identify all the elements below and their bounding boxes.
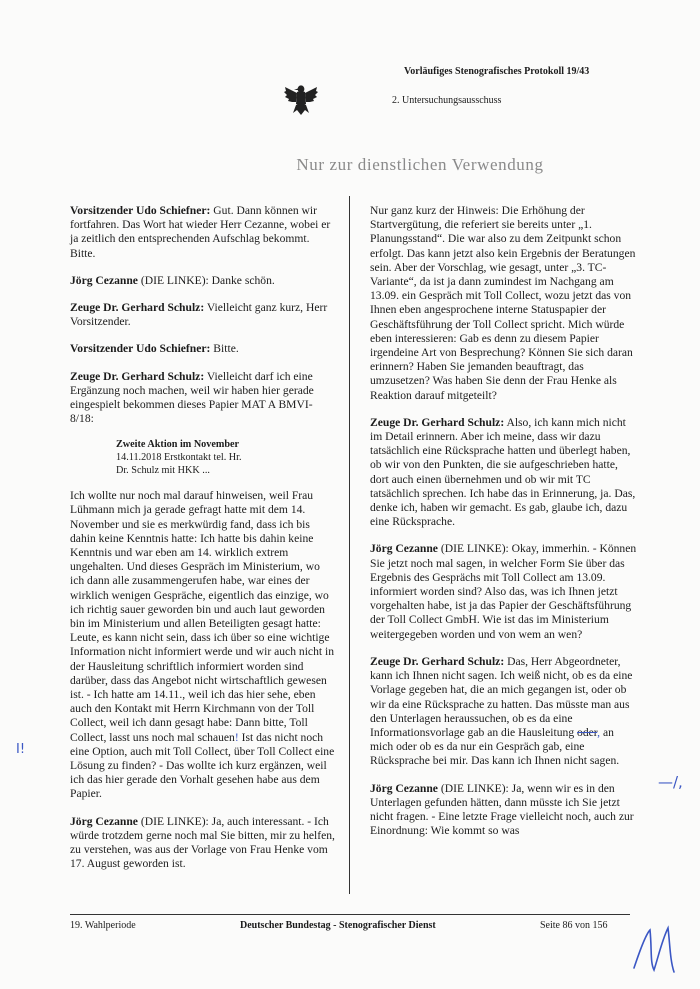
speaker-name: Vorsitzender Udo Schiefner: xyxy=(70,204,211,217)
federal-eagle-icon xyxy=(283,80,319,118)
statement-text: Ist das nicht noch eine Option, auch mit Toll Collect, über Toll Collect eine Lösung zu finden? - Das wollte ich kurz ergänzen, weil ich das hier gerade den Vorhalt gesehen habe aus dem Papier. xyxy=(70,730,335,801)
speaker-party: (DIE LINKE): xyxy=(137,273,209,287)
paragraph xyxy=(70,342,335,356)
statement-text: Vielleicht ganz kurz, Herr Vorsitzender. xyxy=(70,301,328,329)
handwritten-signature-icon xyxy=(628,920,688,978)
paragraph xyxy=(70,815,335,872)
statement-text: Bitte. xyxy=(210,342,239,356)
speaker-party: (DIE LINKE): xyxy=(437,781,509,795)
statement-text: Ja, wenn wir es in den Unterlagen gefunden hätten, dann müsste ich Sie jetzt nicht fragen. - Eine letzte Frage vielleicht noch, auch zur Einordnung: Wie kommt so was xyxy=(370,781,634,838)
statement-text: Okay, immerhin. - Können Sie jetzt noch mal sagen, in welcher Form Sie über das Ergebnis des Gesprächs mit Toll Collect am 13.09. informiert worden sind? Also das, was ich Ihnen jetzt vorgehalten habe, ist ja das Papier der Geschäftsführung der Toll Collect GmbH. Wie ist das im Ministerium weitergegeben worden und von wem an wen? xyxy=(370,542,637,641)
paragraph xyxy=(370,416,638,530)
protocol-title: Vorläufiges Stenografisches Protokoll 19/43 xyxy=(404,66,590,77)
paragraph xyxy=(370,655,638,769)
statement-text: Ich wollte nur noch mal darauf hinweisen, weil Frau Lühmann mich ja gerade gefragt hatte mit dem 14. November und sie es merkwürdig fand, dass ich bis dahin keine Kenntnis hatte: Ich hatte bis dahin keine Kenntnis und war eben am 14. wirklich extrem ungehalten. Und dieses Gespräch im Ministerium, wo ich dann alle zusammengerufen habe, war eines der wirklich wenigen Gespräche, eigentlich das einzige, wo ich richtig sauer geworden bin und auch laut geworden bin im Ministerium und allen Beteiligten gesagt hatte: Leute, es kann nicht sein, dass ich über so eine wichtige Information nicht informiert werde und wir auch nicht in der Hausleitung schriftlich informiert worden sind darüber, dass das Angebot nicht wirtschaftlich gewesen ist. - Ich hatte am 14.11., weil ich das hier sehe, eben auch den Kontakt mit Herrn Kirchmann von der Toll Collect, weil ich dann gesagt habe: Dann bitte, Toll Collect, lasst uns noch mal schauen xyxy=(70,489,335,744)
speaker-name: Zeuge Dr. Gerhard Schulz: xyxy=(70,369,205,383)
quote-line: 14.11.2018 Erstkontakt tel. Hr. xyxy=(116,452,242,464)
paragraph xyxy=(70,204,335,261)
right-column xyxy=(370,204,638,851)
footer-page-number: Seite 86 von 156 xyxy=(540,920,608,931)
speaker-party: (DIE LINKE): xyxy=(437,542,509,556)
handwritten-insert: , xyxy=(597,725,601,739)
quote-line: Zweite Aktion im November xyxy=(116,439,240,451)
statement-text: Also, ich kann mich nicht im Detail erinnern. Aber ich meine, dass wir dazu tatsächlich eine Rücksprache hatten und überlegt haben, ob wir von den Punkten, die sie aufgeschrieben hatte, dort auch einen übernehmen und ob wir mit TC tatsächlich sprechen. Ich habe das in Erinnerung, ja. Das, denke ich, haben wir gemacht. Es gab, glaube ich, dazu eine Rücksprache. xyxy=(370,415,636,529)
paragraph xyxy=(70,370,335,427)
statement-text: Nur ganz kurz der Hinweis: Die Erhöhung der Startvergütung, die referiert sie bereits unter „1. Planungsstand“. Die war also zu dem Zeitpunkt schon erfolgt. Das kann jetzt also kein Ergebnis der Beratungen sein. Aber der Vorschlag, wie gesagt, unter „3. TC-Variante“, da ist ja dann zumindest im Nachgang am 13.09. ein Gespräch mit Toll Collect, wozu jetzt das von Ihnen eben angesprochene interne Statuspapier der Geschäftsführung der Toll Collect spricht. Mich würde eben interessieren: Gab es denn zu diesem Papier irgendeine Art von Besprechung? Können Sie sich daran erinnern? Haben Sie jemanden beauftragt, das umzusetzen? Was haben Sie denn der Frau Henke als Reaktion darauf mitgeteilt? xyxy=(370,204,636,402)
statement-text: an mich oder ob es da nur ein Gespräch gab, eine Rücksprache bei mir. Das kann ich Ihnen nicht sagen. xyxy=(370,725,620,768)
paragraph xyxy=(370,204,638,403)
committee-name: 2. Untersuchungsausschuss xyxy=(392,95,502,106)
struck-word: oder xyxy=(577,725,598,739)
left-column xyxy=(70,204,335,885)
statement-text: Gut. Dann können wir fortfahren. Das Wort hat wieder Herr Cezanne, wobei er ja zeitlich den entsprechenden Aufschlag bekommt. Bitte. xyxy=(70,204,331,260)
speaker-party: (DIE LINKE): xyxy=(137,814,209,828)
speaker-name: Jörg Cezanne xyxy=(370,781,438,795)
handwritten-mark: ! xyxy=(234,730,239,744)
quote-line: Dr. Schulz mit HKK ... xyxy=(116,464,210,476)
margin-annotation-left: I! xyxy=(16,742,26,757)
footer-publisher: Deutscher Bundestag - Stenografischer Dienst xyxy=(240,920,436,931)
paragraph xyxy=(370,542,638,641)
speaker-name: Zeuge Dr. Gerhard Schulz: xyxy=(370,415,505,429)
paragraph xyxy=(70,489,335,801)
margin-annotation-right: —/, xyxy=(658,773,683,791)
speaker-name: Zeuge Dr. Gerhard Schulz: xyxy=(70,301,205,315)
statement-text: Das, Herr Abgeordneter, kann ich Ihnen nicht sagen. Ich weiß nicht, ob es da eine Vorlage gegeben hat, die an mich gegangen ist, oder ob wir da eine Rücksprache zu hatten. Das müsste man aus den Unterlagen heraussuchen, ob es da eine Informationsvorlage gab an die Hausleitung xyxy=(370,654,633,739)
speaker-name: Jörg Cezanne xyxy=(370,542,438,556)
document-quote xyxy=(116,439,335,477)
paragraph xyxy=(370,782,638,839)
footer-rule xyxy=(70,914,630,915)
usage-notice: Nur zur dienstlichen Verwendung xyxy=(296,155,544,174)
paragraph xyxy=(70,274,335,288)
statement-text: Danke schön. xyxy=(208,273,275,287)
speaker-name: Zeuge Dr. Gerhard Schulz: xyxy=(370,654,505,668)
speaker-name: Vorsitzender Udo Schiefner: xyxy=(70,342,211,356)
paragraph xyxy=(70,301,335,329)
footer-period: 19. Wahlperiode xyxy=(70,920,136,931)
statement-text: Ja, auch interessant. - Ich würde trotzdem gerne noch mal Sie bitten, mir zu helfen, zu verstehen, was aus der Vorlage von Frau Henke vom 17. August geworden ist. xyxy=(70,814,335,871)
column-divider xyxy=(349,196,350,894)
speaker-name: Jörg Cezanne xyxy=(70,273,138,287)
speaker-name: Jörg Cezanne xyxy=(70,814,138,828)
statement-text: Vielleicht darf ich eine Ergänzung noch machen, weil wir haben hier gerade eingespielt bekommen dieses Papier MAT A BMVI-8/18: xyxy=(70,369,314,426)
